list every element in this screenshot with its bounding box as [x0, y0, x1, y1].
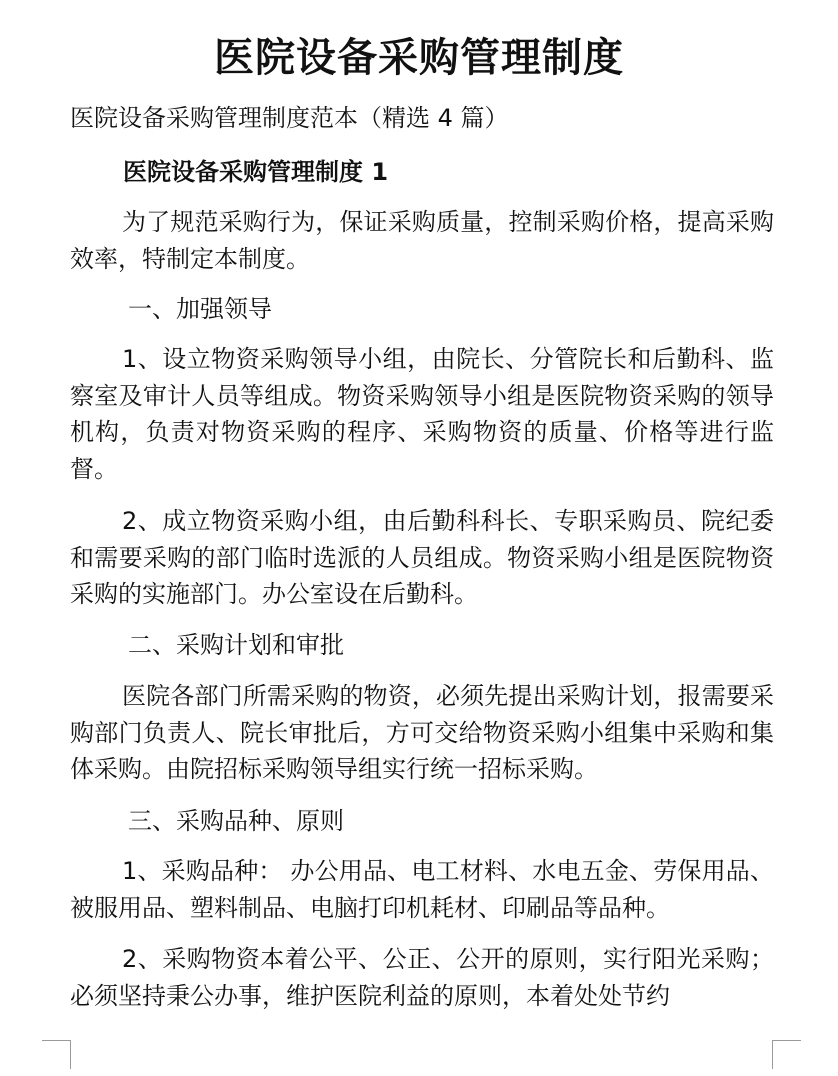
- part2-heading: 二、采购计划和审批: [128, 631, 344, 659]
- intro-paragraph: 为了规范采购行为，保证采购质量，控制采购价格，提高采购效率，特制定本制度。: [70, 208, 774, 273]
- section-heading: 医院设备采购管理制度 1: [123, 158, 389, 186]
- page-corner-mark-right: [772, 1040, 801, 1069]
- part3-item2-paragraph: 2、采购物资本着公平、公正、公开的原则，实行阳光采购；必须坚持秉公办事，维护医院利益的原则，本着处处节约: [70, 945, 774, 1010]
- part3-item1-paragraph: 1、采购品种： 办公用品、电工材料、水电五金、劳保用品、被服用品、塑料制品、电脑打印机耗材、印刷品等品种。: [70, 857, 774, 922]
- document-subtitle: 医院设备采购管理制度范本（精选 4 篇）: [70, 104, 509, 132]
- part2-body-paragraph: 医院各部门所需采购的物资，必须先提出采购计划，报需要采购部门负责人、院长审批后，方可交给物资采购小组集中采购和集体采购。由院招标采购领导组实行统一招标采购。: [70, 682, 774, 783]
- part3-heading: 三、采购品种、原则: [128, 807, 344, 835]
- part1-item1-paragraph: 1、设立物资采购领导小组，由院长、分管院长和后勤科、监察室及审计人员等组成。物资采购领导小组是医院物资采购的领导机构，负责对物资采购的程序、采购物资的质量、价格等进行监督。: [70, 345, 774, 483]
- document-title: 医院设备采购管理制度: [214, 35, 624, 81]
- part1-item2-paragraph: 2、成立物资采购小组，由后勤科科长、专职采购员、院纪委和需要采购的部门临时选派的人员组成。物资采购小组是医院物资采购的实施部门。办公室设在后勤科。: [70, 507, 774, 608]
- part1-heading: 一、加强领导: [128, 295, 272, 323]
- page-corner-mark-left: [42, 1040, 71, 1069]
